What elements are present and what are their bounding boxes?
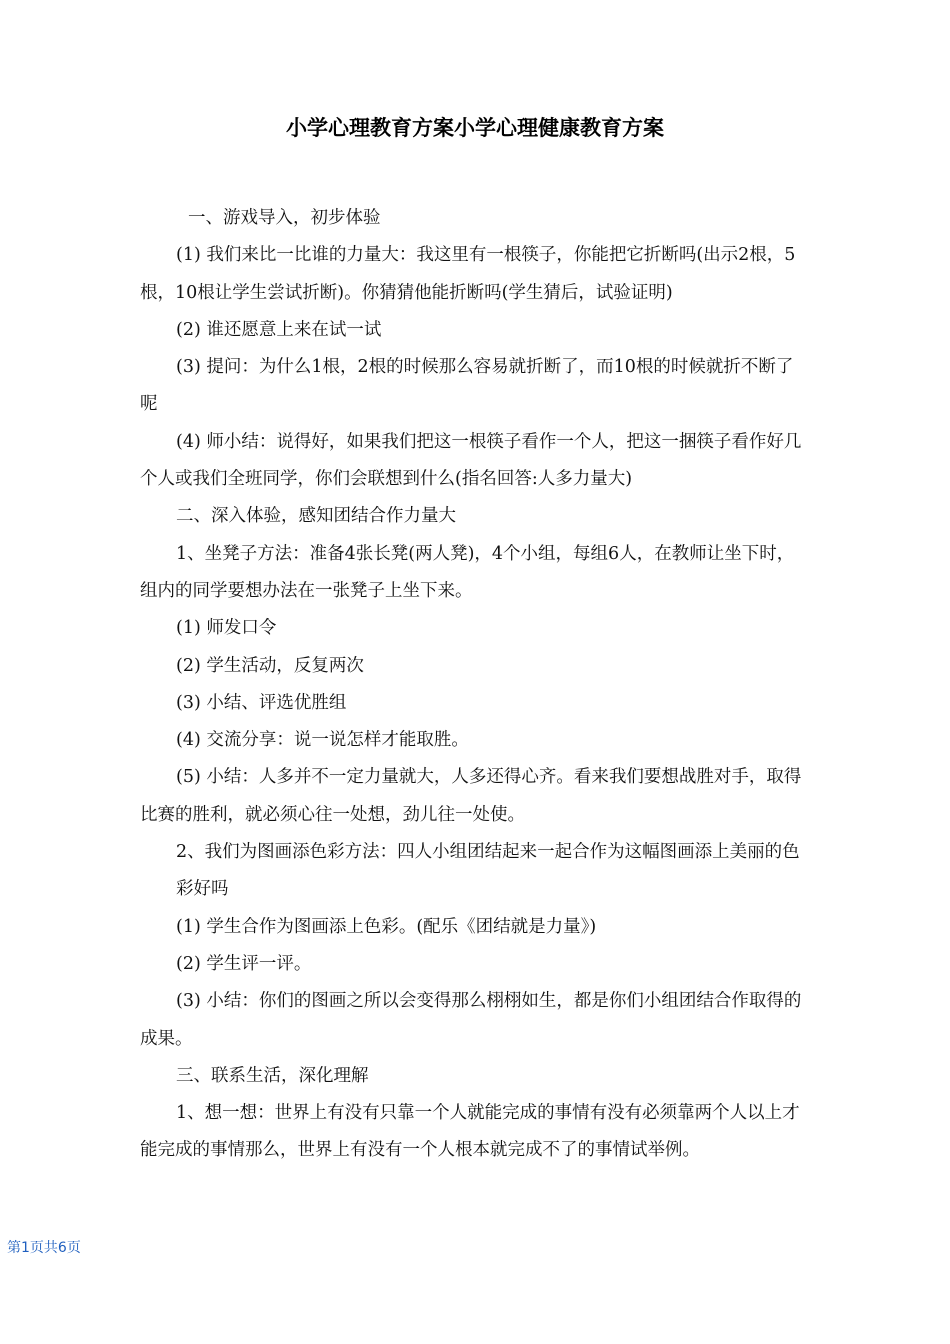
paragraph: (1) 我们来比一比谁的力量大：我这里有一根筷子，你能把它折断吗(出示2根，5根，10根让学生尝试折断)。你猜猜他能折断吗(学生猜后，试验证明)	[140, 245, 796, 303]
section-heading: 二、深入体验，感知团结合作力量大	[176, 506, 456, 527]
section-heading: 一、游戏导入，初步体验	[188, 208, 381, 228]
paragraph: (1) 师发口令	[176, 618, 277, 639]
document-title: 小学心理教育方案小学心理健康教育方案	[286, 116, 664, 140]
paragraph: (1) 学生合作为图画添上色彩。(配乐《团结就是力量》)	[176, 916, 597, 937]
paragraph: (2) 学生评一评。	[176, 953, 312, 974]
paragraph: (4) 师小结：说得好，如果我们把这一根筷子看作一个人，把这一捆筷子看作好几个人或我们全班同学，你们会联想到什么(指名回答:人多力量大)	[140, 431, 802, 490]
paragraph: (2) 谁还愿意上来在试一试	[176, 319, 382, 340]
paragraph: (3) 提问：为什么1根，2根的时候那么容易就折断了，而10根的时候就折不断了呢	[140, 357, 794, 415]
paragraph: 2、我们为图画添色彩方法：四人小组团结起来一起合作为这幅图画添上美丽的色彩好吗	[176, 842, 800, 900]
paragraph: 1、想一想：世界上有没有只靠一个人就能完成的事情有没有必须靠两个人以上才能完成的事情那么，世界上有没有一个人根本就完成不了的事情试举例。	[140, 1103, 800, 1161]
paragraph: (4) 交流分享：说一说怎样才能取胜。	[176, 730, 469, 751]
document-body	[140, 200, 805, 1170]
paragraph: (5) 小结：人多并不一定力量就大，人多还得心齐。看来我们要想战胜对手，取得比赛的胜利，就必须心往一处想，劲儿往一处使。	[140, 767, 802, 825]
page-number: 第1页共6页	[7, 1240, 81, 1256]
section-heading: 三、联系生活，深化理解	[176, 1065, 369, 1086]
paragraph: 1、坐凳子方法：准备4张长凳(两人凳)，4个小组，每组6人，在教师让坐下时，组内的同学要想办法在一张凳子上坐下来。	[140, 543, 795, 601]
paragraph: (2) 学生活动，反复两次	[176, 655, 364, 676]
paragraph: (3) 小结：你们的图画之所以会变得那么栩栩如生，都是你们小组团结合作取得的成果。	[140, 991, 802, 1049]
paragraph: (3) 小结、评选优胜组	[176, 692, 347, 713]
